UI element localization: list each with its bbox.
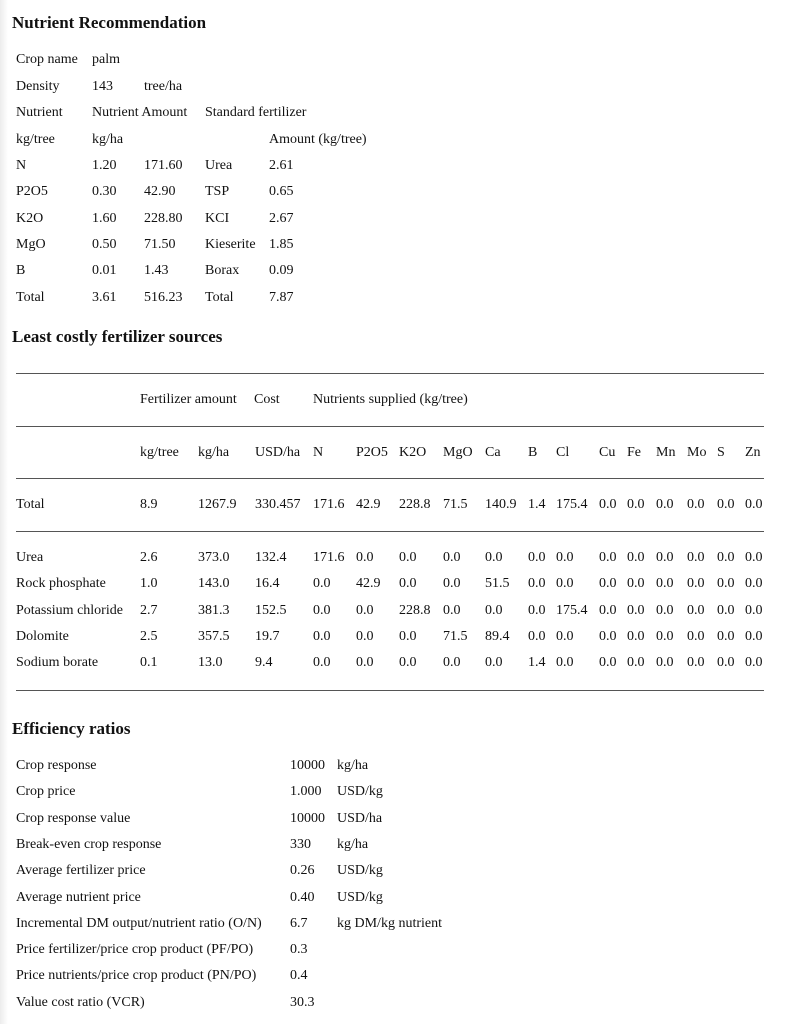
total-cell: 0.0 xyxy=(687,497,705,512)
total-cell: 0.0 xyxy=(745,497,763,512)
nutrient-cell-amount: 0.09 xyxy=(269,263,294,279)
nutrient-cell-fertilizer: Borax xyxy=(205,263,240,279)
header-nutrient-amount: Nutrient Amount xyxy=(92,105,188,120)
nutrient-cell-nutrient: N xyxy=(16,158,27,173)
fertilizer-source-cell: 171.6 xyxy=(313,550,345,565)
fertilizer-source-cell: 0.0 xyxy=(745,550,763,565)
fertilizer-source-cell: 0.1 xyxy=(140,655,158,671)
fertilizer-source-name: Urea xyxy=(16,550,44,565)
efficiency-ratios-heading: Efficiency ratios xyxy=(12,719,131,738)
column-header: B xyxy=(528,445,538,460)
fertilizer-source-cell: 0.0 xyxy=(556,550,574,565)
fertilizer-source-cell: 132.4 xyxy=(255,550,287,565)
fertilizer-source-cell: 2.6 xyxy=(140,550,158,565)
fertilizer-source-cell: 228.8 xyxy=(399,602,431,618)
fertilizer-source-cell: 0.0 xyxy=(687,602,705,618)
table-rule-bottom xyxy=(16,690,764,691)
total-cell: 1267.9 xyxy=(198,497,237,512)
nutrient-cell-nutrient: MgO xyxy=(16,236,46,252)
nutrient-cell-fertilizer: KCI xyxy=(205,210,230,226)
crop-name-label: Crop name xyxy=(16,52,78,67)
efficiency-value: 0.40 xyxy=(290,889,315,905)
fertilizer-source-cell: 19.7 xyxy=(255,628,280,644)
efficiency-label: Break-even crop response xyxy=(16,836,162,852)
nutrient-cell-kg-tree: 0.01 xyxy=(92,263,117,279)
efficiency-value: 10000 xyxy=(290,810,325,826)
fertilizer-source-cell: 0.0 xyxy=(313,576,331,592)
efficiency-value: 330 xyxy=(290,836,311,852)
fertilizer-source-cell: 0.0 xyxy=(556,576,574,592)
efficiency-unit: kg/ha xyxy=(337,836,369,852)
fertilizer-source-cell: 0.0 xyxy=(399,550,417,565)
efficiency-label: Average nutrient price xyxy=(16,889,141,905)
header-standard-fertilizer: Standard fertilizer xyxy=(205,105,307,120)
nutrient-cell-kg-ha: 42.90 xyxy=(144,184,176,200)
fertilizer-source-cell: 0.0 xyxy=(485,655,503,671)
fertilizer-source-cell: 0.0 xyxy=(627,602,645,618)
fertilizer-source-cell: 0.0 xyxy=(687,655,705,671)
fertilizer-source-cell: 143.0 xyxy=(198,576,230,592)
column-header: K2O xyxy=(399,445,427,460)
nutrient-cell-fertilizer: Kieserite xyxy=(205,236,256,252)
nutrient-cell-kg-tree: 0.30 xyxy=(92,184,117,200)
group-header-nutrients-supplied: Nutrients supplied (kg/tree) xyxy=(313,392,468,407)
fertilizer-source-cell: 2.7 xyxy=(140,602,158,618)
nutrient-cell-fertilizer: Total xyxy=(205,289,234,305)
header-nutrient: Nutrient xyxy=(16,105,63,120)
efficiency-value: 0.3 xyxy=(290,942,308,958)
density-unit: tree/ha xyxy=(144,79,183,94)
density-label: Density xyxy=(16,79,60,94)
density-value: 143 xyxy=(92,79,113,94)
column-header: P2O5 xyxy=(356,445,388,460)
nutrient-cell-nutrient: K2O xyxy=(16,210,44,226)
column-header: Ca xyxy=(485,445,501,460)
fertilizer-source-cell: 0.0 xyxy=(656,602,674,618)
efficiency-label: Value cost ratio (VCR) xyxy=(16,994,145,1010)
efficiency-label: Incremental DM output/nutrient ratio (O/N) xyxy=(16,915,262,931)
fertilizer-source-cell: 0.0 xyxy=(485,602,503,618)
fertilizer-source-cell: 0.0 xyxy=(687,576,705,592)
efficiency-value: 1.000 xyxy=(290,784,322,800)
fertilizer-source-cell: 0.0 xyxy=(356,602,374,618)
fertilizer-source-cell: 0.0 xyxy=(745,655,763,671)
fertilizer-source-cell: 0.0 xyxy=(599,550,617,565)
fertilizer-source-cell: 0.0 xyxy=(717,655,735,671)
column-header: kg/tree xyxy=(140,445,179,460)
efficiency-value: 0.4 xyxy=(290,968,308,984)
group-header-fertilizer-amount: Fertilizer amount xyxy=(140,392,237,407)
total-cell: 0.0 xyxy=(656,497,674,512)
nutrient-cell-kg-ha: 171.60 xyxy=(144,158,183,173)
total-cell: 1.4 xyxy=(528,497,546,512)
nutrient-cell-kg-ha: 516.23 xyxy=(144,289,183,305)
fertilizer-source-cell: 0.0 xyxy=(717,576,735,592)
efficiency-value: 10000 xyxy=(290,758,325,773)
nutrient-cell-kg-ha: 1.43 xyxy=(144,263,169,279)
fertilizer-source-cell: 71.5 xyxy=(443,628,468,644)
fertilizer-source-cell: 0.0 xyxy=(687,628,705,644)
crop-name-value: palm xyxy=(92,52,120,67)
nutrient-cell-amount: 2.67 xyxy=(269,210,294,226)
efficiency-unit: kg DM/kg nutrient xyxy=(337,915,442,931)
fertilizer-source-cell: 0.0 xyxy=(399,628,417,644)
fertilizer-source-cell: 0.0 xyxy=(313,602,331,618)
efficiency-unit: USD/kg xyxy=(337,889,383,905)
column-header: Fe xyxy=(627,445,641,460)
page-edge-shade xyxy=(0,0,8,1024)
fertilizer-source-cell: 0.0 xyxy=(443,602,461,618)
efficiency-label: Price nutrients/price crop product (PN/PO) xyxy=(16,968,257,984)
fertilizer-source-cell: 0.0 xyxy=(556,655,574,671)
column-header: Mn xyxy=(656,445,676,460)
total-cell: 8.9 xyxy=(140,497,158,512)
nutrient-cell-amount: 7.87 xyxy=(269,289,294,305)
total-row-label: Total xyxy=(16,497,45,512)
fertilizer-source-cell: 2.5 xyxy=(140,628,158,644)
efficiency-label: Average fertilizer price xyxy=(16,863,146,879)
table-rule-columns xyxy=(16,478,764,479)
fertilizer-source-cell: 0.0 xyxy=(528,550,546,565)
total-cell: 0.0 xyxy=(599,497,617,512)
efficiency-label: Crop response value xyxy=(16,810,131,826)
fertilizer-source-cell: 0.0 xyxy=(313,655,331,671)
fertilizer-source-cell: 0.0 xyxy=(656,655,674,671)
nutrient-cell-kg-tree: 1.20 xyxy=(92,158,117,173)
nutrient-cell-kg-tree: 0.50 xyxy=(92,236,117,252)
fertilizer-source-cell: 0.0 xyxy=(745,628,763,644)
efficiency-unit: USD/ha xyxy=(337,810,383,826)
nutrient-cell-nutrient: B xyxy=(16,263,26,279)
table-rule-header xyxy=(16,426,764,427)
total-cell: 171.6 xyxy=(313,497,345,512)
header-kg-ha: kg/ha xyxy=(92,132,124,147)
fertilizer-source-cell: 381.3 xyxy=(198,602,230,618)
fertilizer-source-cell: 42.9 xyxy=(356,576,381,592)
fertilizer-source-cell: 0.0 xyxy=(599,628,617,644)
column-header: Cl xyxy=(556,445,570,460)
fertilizer-source-cell: 0.0 xyxy=(627,576,645,592)
fertilizer-source-cell: 0.0 xyxy=(599,576,617,592)
total-cell: 140.9 xyxy=(485,497,517,512)
header-amount-kg-tree: Amount (kg/tree) xyxy=(269,132,367,147)
fertilizer-source-cell: 0.0 xyxy=(599,655,617,671)
total-cell: 330.457 xyxy=(255,497,301,512)
nutrient-cell-amount: 2.61 xyxy=(269,158,294,173)
nutrient-cell-fertilizer: TSP xyxy=(205,184,230,200)
fertilizer-source-cell: 0.0 xyxy=(717,602,735,618)
fertilizer-source-cell: 9.4 xyxy=(255,655,273,671)
fertilizer-source-cell: 0.0 xyxy=(556,628,574,644)
fertilizer-source-cell: 0.0 xyxy=(656,628,674,644)
efficiency-unit: kg/ha xyxy=(337,758,369,773)
total-cell: 175.4 xyxy=(556,497,588,512)
fertilizer-source-cell: 0.0 xyxy=(399,576,417,592)
nutrient-recommendation-heading: Nutrient Recommendation xyxy=(12,13,207,32)
fertilizer-source-cell: 0.0 xyxy=(356,550,374,565)
fertilizer-source-cell: 0.0 xyxy=(443,576,461,592)
fertilizer-source-cell: 16.4 xyxy=(255,576,280,592)
nutrient-cell-nutrient: P2O5 xyxy=(16,184,48,200)
fertilizer-source-name: Potassium chloride xyxy=(16,602,123,618)
fertilizer-source-cell: 373.0 xyxy=(198,550,230,565)
fertilizer-source-cell: 0.0 xyxy=(443,655,461,671)
efficiency-label: Crop price xyxy=(16,784,76,800)
nutrient-cell-amount: 1.85 xyxy=(269,236,294,252)
efficiency-value: 30.3 xyxy=(290,994,315,1010)
table-rule-top xyxy=(16,373,764,374)
fertilizer-source-cell: 357.5 xyxy=(198,628,230,644)
nutrient-cell-kg-tree: 1.60 xyxy=(92,210,117,226)
fertilizer-source-cell: 0.0 xyxy=(599,602,617,618)
fertilizer-source-cell: 0.0 xyxy=(528,576,546,592)
fertilizer-source-cell: 0.0 xyxy=(443,550,461,565)
column-header: kg/ha xyxy=(198,445,230,460)
total-cell: 0.0 xyxy=(717,497,735,512)
nutrient-cell-nutrient: Total xyxy=(16,289,45,305)
fertilizer-source-cell: 0.0 xyxy=(485,550,503,565)
total-cell: 71.5 xyxy=(443,497,468,512)
fertilizer-source-cell: 0.0 xyxy=(356,628,374,644)
fertilizer-source-cell: 1.4 xyxy=(528,655,546,671)
group-header-cost: Cost xyxy=(254,392,280,407)
efficiency-value: 6.7 xyxy=(290,915,308,931)
fertilizer-source-cell: 175.4 xyxy=(556,602,588,618)
fertilizer-source-cell: 0.0 xyxy=(656,550,674,565)
fertilizer-source-cell: 0.0 xyxy=(356,655,374,671)
efficiency-unit: USD/kg xyxy=(337,784,383,800)
fertilizer-source-cell: 0.0 xyxy=(627,550,645,565)
fertilizer-source-cell: 0.0 xyxy=(687,550,705,565)
efficiency-label: Price fertilizer/price crop product (PF/PO) xyxy=(16,942,254,958)
least-costly-heading: Least costly fertilizer sources xyxy=(12,327,223,346)
fertilizer-source-cell: 0.0 xyxy=(528,602,546,618)
column-header: Mo xyxy=(687,445,707,460)
column-header: MgO xyxy=(443,445,473,460)
nutrient-cell-kg-ha: 71.50 xyxy=(144,236,176,252)
efficiency-unit: USD/kg xyxy=(337,863,383,879)
fertilizer-source-name: Dolomite xyxy=(16,628,69,644)
fertilizer-source-cell: 13.0 xyxy=(198,655,223,671)
fertilizer-source-name: Sodium borate xyxy=(16,655,99,671)
column-header: N xyxy=(313,445,324,460)
fertilizer-source-cell: 0.0 xyxy=(745,576,763,592)
fertilizer-source-cell: 0.0 xyxy=(528,628,546,644)
fertilizer-source-cell: 51.5 xyxy=(485,576,510,592)
fertilizer-source-cell: 0.0 xyxy=(399,655,417,671)
total-cell: 0.0 xyxy=(627,497,645,512)
fertilizer-source-cell: 1.0 xyxy=(140,576,158,592)
header-kg-tree: kg/tree xyxy=(16,132,55,147)
nutrient-cell-amount: 0.65 xyxy=(269,184,294,200)
fertilizer-source-cell: 89.4 xyxy=(485,628,510,644)
nutrient-cell-kg-tree: 3.61 xyxy=(92,289,117,305)
total-cell: 228.8 xyxy=(399,497,431,512)
fertilizer-source-cell: 0.0 xyxy=(717,550,735,565)
fertilizer-source-cell: 0.0 xyxy=(745,602,763,618)
fertilizer-source-name: Rock phosphate xyxy=(16,576,106,592)
nutrient-cell-fertilizer: Urea xyxy=(205,158,233,173)
column-header: USD/ha xyxy=(255,445,301,460)
fertilizer-source-cell: 0.0 xyxy=(627,628,645,644)
fertilizer-source-cell: 0.0 xyxy=(656,576,674,592)
nutrient-cell-kg-ha: 228.80 xyxy=(144,210,183,226)
fertilizer-source-cell: 152.5 xyxy=(255,602,287,618)
column-header: S xyxy=(717,445,725,460)
fertilizer-source-cell: 0.0 xyxy=(313,628,331,644)
total-cell: 42.9 xyxy=(356,497,381,512)
table-rule-total xyxy=(16,531,764,532)
fertilizer-source-cell: 0.0 xyxy=(717,628,735,644)
efficiency-value: 0.26 xyxy=(290,863,315,879)
column-header: Cu xyxy=(599,445,616,460)
column-header: Zn xyxy=(745,445,761,460)
efficiency-label: Crop response xyxy=(16,758,97,773)
fertilizer-source-cell: 0.0 xyxy=(627,655,645,671)
